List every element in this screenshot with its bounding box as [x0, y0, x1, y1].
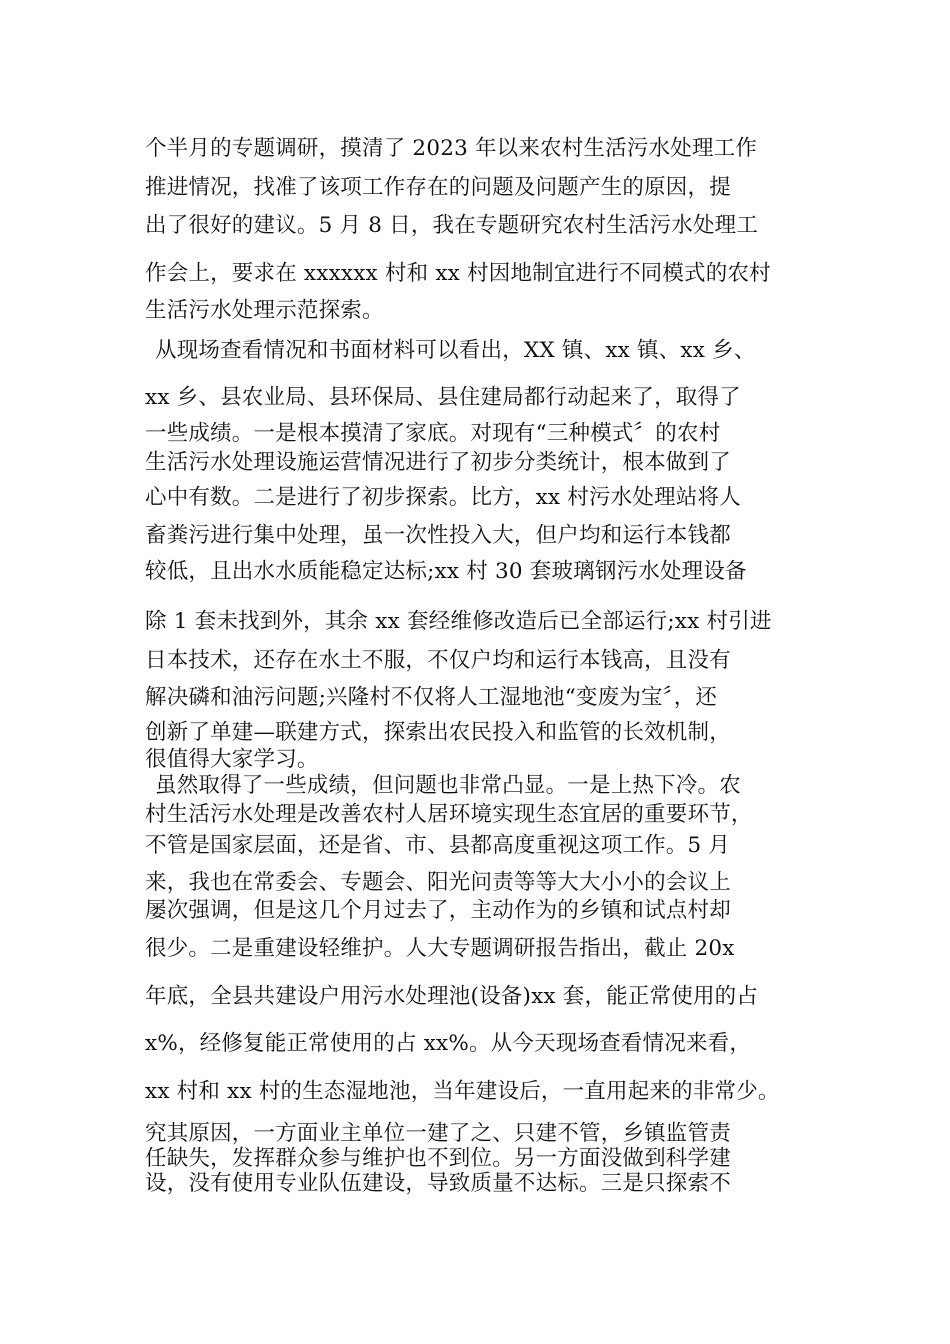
- text-line-14: 日本技术，还存在水土不服，不仅户均和运行本钱高，且没有: [145, 648, 731, 673]
- text-line-9: 生活污水处理设施运营情况进行了初步分类统计，根本做到了: [145, 450, 731, 475]
- text-line-19: 村生活污水处理是改善农村人居环境实现生态宜居的重要环节，: [145, 802, 753, 827]
- text-line-16: 创新了单建—联建方式，探索出农民投入和监管的长效机制，: [145, 720, 731, 745]
- text-line-25: x%，经修复能正常使用的占 xx%。从今天现场查看情况来看，: [145, 1031, 752, 1056]
- text-line-22: 屡次强调，但是这几个月过去了，主动作为的乡镇和试点村却: [145, 898, 731, 923]
- text-line-27: 究其原因，一方面业主单位一建了之、只建不管，乡镇监管责: [145, 1121, 731, 1146]
- text-line-11: 畜粪污进行集中处理，虽一次性投入大，但户均和运行本钱都: [145, 523, 731, 548]
- paragraph-start-line: 从现场查看情况和书面材料可以看出，XX 镇、xx 镇、xx 乡、: [155, 338, 756, 363]
- text-line-17: 很值得大家学习。: [145, 747, 319, 772]
- text-line-3: 出了很好的建议。5 月 8 日，我在专题研究农村生活污水处理工: [145, 213, 759, 238]
- text-line-2: 推进情况，找准了该项工作存在的问题及问题产生的原因，提: [145, 175, 731, 200]
- text-line-15: 解决磷和油污问题;兴隆村不仅将人工湿地池“变废为宝〞，还: [145, 685, 718, 710]
- paragraph-start-line: 虽然取得了一些成绩，但问题也非常凸显。一是上热下冷。农: [155, 773, 741, 798]
- text-line-24: 年底，全县共建设户用污水处理池(设备)xx 套，能正常使用的占: [145, 984, 759, 1009]
- text-line-12: 较低，且出水水质能稳定达标;xx 村 30 套玻璃钢污水处理设备: [145, 559, 747, 584]
- text-line-29: 设，没有使用专业队伍建设，导致质量不达标。三是只探索不: [145, 1171, 731, 1196]
- text-line-7: xx 乡、县农业局、县环保局、县住建局都行动起来了，取得了: [145, 385, 741, 410]
- text-line-5: 生活污水处理示范探索。: [145, 298, 384, 323]
- text-line-20: 不管是国家层面，还是省、市、县都高度重视这项工作。5 月: [145, 833, 731, 858]
- text-line-21: 来，我也在常委会、专题会、阳光问责等等大大小小的会议上: [145, 870, 731, 895]
- text-line-1: 个半月的专题调研，摸清了 2023 年以来农村生活污水处理工作: [145, 136, 758, 161]
- text-line-10: 心中有数。二是进行了初步探索。比方，xx 村污水处理站将人: [145, 485, 741, 510]
- text-line-13: 除 1 套未找到外，其余 xx 套经维修改造后已全部运行;xx 村引进: [145, 609, 772, 634]
- text-line-26: xx 村和 xx 村的生态湿地池，当年建设后，一直用起来的非常少。: [145, 1079, 780, 1104]
- text-line-4: 作会上，要求在 xxxxxx 村和 xx 村因地制宜进行不同模式的农村: [145, 261, 771, 286]
- text-line-8: 一些成绩。一是根本摸清了家底。对现有“三种模式〞的农村: [145, 421, 721, 446]
- text-line-28: 任缺失，发挥群众参与维护也不到位。另一方面没做到科学建: [145, 1146, 731, 1171]
- text-line-23: 很少。二是重建设轻维护。人大专题调研报告指出，截止 20x: [145, 936, 735, 961]
